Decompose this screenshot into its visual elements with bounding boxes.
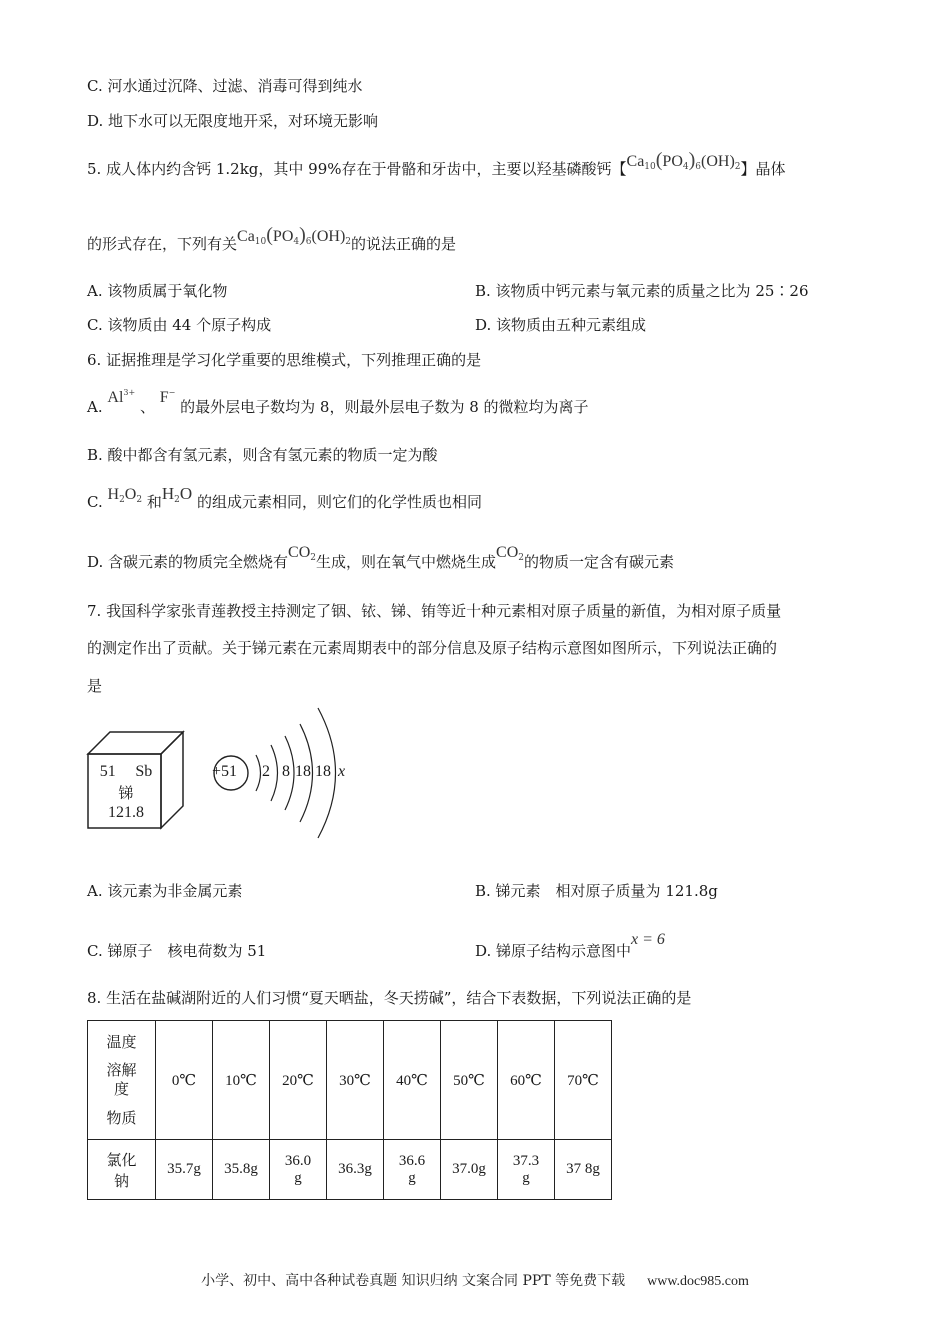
solubility-value: 36.0 g	[270, 1140, 327, 1200]
solubility-value: 37.3 g	[498, 1140, 555, 1200]
q7-option-d: D. 锑原子结构示意图中x = 6	[475, 931, 665, 960]
q6-option-d: D. 含碳元素的物质完全燃烧有$CO_2$生成，则在氧气中燃烧生成$CO_2$的物质一定含有碳元素	[87, 544, 674, 571]
fluoride-ion: F−	[159, 388, 176, 406]
solubility-value: 37 8g	[555, 1140, 612, 1200]
q6-option-a: A. $Al^{3+}$ 、 F− 的最外层电子数均为 8，则最外层电子数为 8 的微粒均为离子	[87, 388, 589, 416]
temp-header: 30℃	[327, 1021, 384, 1140]
header-corner-cell: 温度 溶解 度 物质	[88, 1021, 156, 1140]
water-formula: $H_2O$	[161, 484, 193, 505]
shell-count-2: 8	[282, 763, 290, 780]
element-name: 锑	[118, 784, 134, 802]
solubility-value: 36.3g	[327, 1140, 384, 1200]
aluminum-ion: $Al^{3+}$	[107, 388, 136, 406]
q4-option-d: D. 地下水可以无限度地开采，对环境无影响	[87, 112, 379, 130]
footer-text: 小学、初中、高中各种试卷真题 知识归纳 文案合同 PPT 等免费下载	[201, 1273, 626, 1289]
element-symbol: Sb	[135, 763, 153, 780]
solubility-value: 35.7g	[156, 1140, 213, 1200]
element-cell-content	[90, 763, 162, 822]
q7-stem-line3: 是	[87, 677, 103, 695]
table-header-row	[88, 1021, 612, 1140]
q5-option-a: A. 该物质属于氧化物	[87, 282, 228, 300]
q6-option-b: B. 酸中都含有氢元素，则含有氢元素的物质一定为酸	[87, 446, 438, 464]
shell-count-1: 2	[262, 763, 270, 780]
q7-stem-line1: 7. 我国科学家张青莲教授主持测定了铟、铱、锑、铕等近十种元素相对原子质量的新值，为相对原子质量	[87, 602, 782, 620]
q5-option-c: C. 该物质由 44 个原子构成	[87, 316, 272, 334]
page-footer	[0, 1270, 950, 1290]
electron-shell-1	[256, 755, 261, 791]
electron-shell-2	[271, 745, 278, 801]
q8-stem: 8. 生活在盐碱湖附近的人们习惯“夏天晒盐，冬天捞碱”，结合下表数据，下列说法正确的是	[87, 989, 692, 1007]
hydroxyapatite-formula-2: $Ca_{10}(PO_4)_6(OH)_2$	[237, 224, 352, 247]
shell-count-4: 18	[315, 763, 331, 780]
row-label-cell: 氯化 钠	[88, 1140, 156, 1200]
q5-option-b: B. 该物质中钙元素与氧元素的质量之比为 25∶26	[475, 282, 809, 300]
temp-header: 40℃	[384, 1021, 441, 1140]
q7-option-b: B. 锑元素 相对原子质量为 121.8g	[475, 882, 718, 900]
solubility-value: 36.6 g	[384, 1140, 441, 1200]
co2-formula: $CO_2$	[288, 544, 316, 563]
atomic-number: 51	[99, 763, 116, 780]
q5-stem-line1: 5. 成人体内约含钙 1.2kg，其中 99%存在于骨骼和牙齿中，主要以羟基磷酸钙【$Ca_{10}(PO_4)_6(OH)_2$】晶体	[87, 149, 786, 178]
solubility-value: 37.0g	[441, 1140, 498, 1200]
q7-option-a: A. 该元素为非金属元素	[87, 882, 243, 900]
q7-option-c: C. 锑原子 核电荷数为 51	[87, 942, 267, 960]
atomic-mass: 121.8	[108, 804, 144, 821]
co2-formula-2: $CO_2$	[496, 544, 524, 563]
q6-stem: 6. 证据推理是学习化学重要的思维模式，下列推理正确的是	[87, 351, 482, 369]
q4-option-c: C. 河水通过沉降、过滤、消毒可得到纯水	[87, 77, 363, 95]
shell-count-3: 18	[295, 763, 311, 780]
nuclear-charge: +51	[212, 763, 238, 780]
temp-header: 0℃	[156, 1021, 213, 1140]
temp-header: 50℃	[441, 1021, 498, 1140]
temp-header: 60℃	[498, 1021, 555, 1140]
solubility-table	[87, 1020, 612, 1200]
x-equals-6: x = 6	[631, 931, 665, 948]
solubility-value: 35.8g	[213, 1140, 270, 1200]
q6-option-c: C. $H_2O_2$ 和$H_2O$ 的组成元素相同，则它们的化学性质也相同	[87, 484, 482, 511]
hydrogen-peroxide-formula: $H_2O_2$	[107, 486, 143, 505]
shell-count-5: x	[338, 763, 346, 780]
temp-header: 70℃	[555, 1021, 612, 1140]
temp-header: 10℃	[213, 1021, 270, 1140]
q7-stem-line2: 的测定作出了贡献。关于锑元素在元素周期表中的部分信息及原子结构示意图如图所示，下列说法正确的	[87, 639, 778, 657]
q5-stem-line2: 的形式存在，下列有关$Ca_{10}(PO_4)_6(OH)_2$的说法正确的是	[87, 224, 457, 253]
footer-url[interactable]: www.doc985.com	[647, 1274, 749, 1289]
q5-option-d: D. 该物质由五种元素组成	[475, 316, 647, 334]
table-row-sodium-chloride	[88, 1140, 612, 1200]
hydroxyapatite-formula: $Ca_{10}(PO_4)_6(OH)_2$	[626, 149, 741, 172]
temp-header: 20℃	[270, 1021, 327, 1140]
